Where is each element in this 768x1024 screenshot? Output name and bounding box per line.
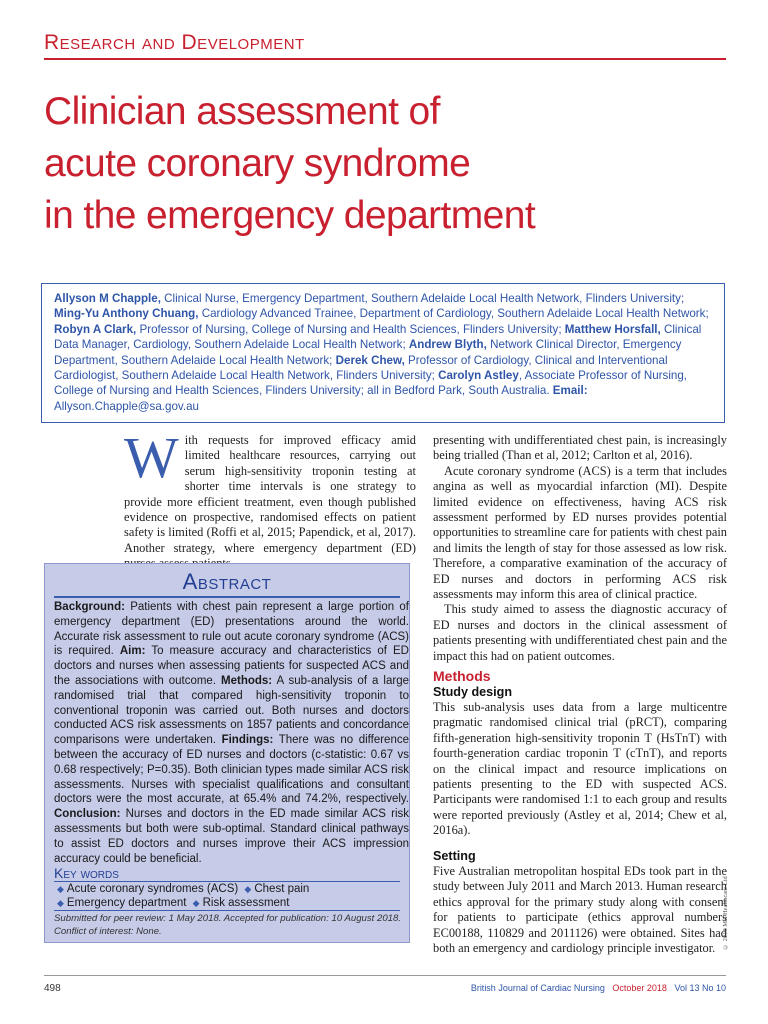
abstract-label: Conclusion: <box>54 808 121 821</box>
right-column-intro <box>433 433 727 664</box>
paragraph: presenting with undifferentiated chest pain, is increasingly being trialled (Than et al, 2012; Carlton et al, 2016). <box>433 433 727 463</box>
methods-heading: Methods <box>433 668 491 684</box>
study-design-heading: Study design <box>433 685 513 699</box>
abstract-text: A sub-analysis of a large randomised trial that compared high-sensitivity troponin to conventional troponin was carried out. Both nurses and doctors conducted ACS risk assessments on 1857 patients and concordance comparisons were undertaken. <box>54 674 409 747</box>
author-role: Network Clinical Director, Emergency Department, Southern Adelaide Local Health Network; <box>54 338 682 367</box>
article-title <box>44 86 734 242</box>
bullet-icon: ◆ <box>57 898 64 908</box>
abstract-body <box>54 600 409 866</box>
keywords-row <box>54 882 410 897</box>
setting-section <box>433 864 727 956</box>
copyright-notice: © 2018 MA Healthcare Ltd <box>722 876 729 950</box>
journal-name: British Journal of Cardiac Nursing <box>470 983 605 993</box>
author-name: Matthew Horsfall, <box>564 322 661 336</box>
title-line: in the emergency department <box>44 194 536 237</box>
abstract-label: Findings: <box>221 734 274 747</box>
email-label: Email: <box>552 384 588 398</box>
journal-info <box>430 983 726 993</box>
author-name: Derek Chew, <box>335 353 405 367</box>
author-role: Clinical Data Manager, Cardiology, Southern Adelaide Local Health Network; <box>54 322 702 352</box>
bullet-icon: ◆ <box>244 884 252 894</box>
abstract-text: To measure accuracy and characteristics of ED doctors and nurses when assessing patients for suspected ACS and the associations with outcome. <box>54 645 409 687</box>
paragraph: This sub-analysis uses data from a large multicentre pragmatic randomised clinical trial (pRCT), comparing fifth-generation high-sensitivity troponin T (HsTnT) with fourth-generation cardiac troponin T (cTnT), and reports on the clinical impact and resource implications on patients presenting to the ED with suspected ACS. Participants were randomised 1:1 to each group and results were reported previously (Astley et al, 2014; Chew et al, 2016a). <box>433 700 727 838</box>
abstract-text: Patients with chest pain represent a large portion of emergency department (ED) presentations around the world. Accurate risk assessment to rule out acute coronary syndrome (ACS) is required. <box>54 601 409 658</box>
author-name: Carolyn Astley <box>438 369 519 383</box>
bullet-icon: ◆ <box>57 884 64 894</box>
issue-date: October 2018 <box>612 983 667 993</box>
paragraph: Acute coronary syndrome (ACS) is a term that includes angina as well as myocardial infarction (MI). Despite limited evidence on effectiveness, having ACS risk assessment performed by ED nurses provides potential opportunities to streamline care for patients with chest pain and limits the length of stay for those assessed as low risk. Therefore, a comparative examination of the accuracy of ED nurses and doctors in performing ACS risk assessments may inform this area of clinical practice. <box>433 463 727 602</box>
author-affiliations <box>54 291 718 414</box>
submission-info <box>54 912 410 938</box>
keywords-row <box>54 896 410 911</box>
author-name: Allyson M Chapple, <box>54 292 161 305</box>
paragraph: This study aimed to assess the diagnostic accuracy of ED nurses and doctors in the clinical assessment of patients presenting with undifferentiated chest pain and the impact this had on patient outcomes. <box>433 602 727 663</box>
abstract-text: There was no difference between the accuracy of ED nurses and doctors (c-statistic: 0.67 vs 0.68 respectively; P=0.35). Both clinician types made similar ACS risk assessments. Nurses with specialist qualifications and consultant doctors were the most accurate, at 65.4% and 74.2%, respectively. <box>54 734 409 806</box>
header-divider <box>44 58 726 60</box>
footer-divider <box>44 975 726 976</box>
author-name: Ming-Yu Anthony Chuang, <box>54 307 199 321</box>
abstract-label: Methods: <box>221 674 273 687</box>
author-role: Clinical Nurse, Emergency Department, Southern Adelaide Local Health Network, Flinders University; <box>160 292 685 305</box>
keyword: Risk assessment <box>202 897 290 909</box>
keyword: Acute coronary syndromes (ACS) <box>66 883 239 895</box>
setting-heading: Setting <box>433 849 476 863</box>
intro-paragraph <box>124 425 416 572</box>
author-name: Robyn A Clark, <box>54 322 137 336</box>
author-role: Cardiology Advanced Trainee, Department of Cardiology, Southern Adelaide Local Health Network; <box>198 307 709 321</box>
submission-dates: Submitted for peer review: 1 May 2018. Accepted for publication: 10 August 2018. <box>54 913 402 924</box>
keywords-heading: Key words <box>54 865 119 881</box>
title-line: acute coronary syndrome <box>44 142 471 185</box>
keywords-divider <box>54 910 400 911</box>
abstract-heading: Abstract <box>182 569 272 594</box>
author-role: , Associate Professor of Nursing, College of Nursing and Health Sciences, Flinders University; all in Bedford Park, South Australia. <box>54 369 688 398</box>
abstract-text: Nurses and doctors in the ED made similar ACS risk assessments but both were sub-optimal. Standard clinical pathways to assist ED doctors and nurses improve their ACS impression accuracy could be beneficial. <box>54 808 409 865</box>
abstract-divider <box>54 596 400 598</box>
bullet-icon: ◆ <box>192 898 200 908</box>
title-line: Clinician assessment of <box>44 90 440 133</box>
study-design-section <box>433 700 727 839</box>
drop-cap: W <box>124 425 179 490</box>
page-number: 498 <box>44 983 61 994</box>
abstract-label: Background: <box>54 601 125 613</box>
keyword: Emergency department <box>66 897 187 909</box>
email-address[interactable]: Allyson.Chapple@sa.gov.au <box>54 399 199 413</box>
keyword: Chest pain <box>254 883 310 895</box>
author-role: Professor of Nursing, College of Nursing and Health Sciences, Flinders University; <box>136 322 565 336</box>
paragraph: Five Australian metropolitan hospital EDs took part in the study between July 2011 and March 2013. Human research ethics approval for the primary study along with consent for patients to participate (ethics approval numbers EC00188, 110829 and 2011126) were obtained. Sites had both an emergency and cardiology principle investigator. <box>433 864 727 956</box>
section-title: Research and Development <box>44 31 305 54</box>
intro-text: ith requests for improved efficacy amid limited healthcare resources, carrying out serum high-sensitivity troponin testing at shorter time intervals is one strategy to provide more efficient treatment, even though published evidence on prospective, randomised effects on patient safety is limited (Roffi et al, 2015; Papendick, et al, 2017). Another strategy, where emergency department (ED) <box>124 433 416 555</box>
author-role: Professor of Cardiology, Clinical and Interventional Cardiologist, Southern Adelaide Local Health Network, Flinders University; <box>54 353 668 383</box>
abstract-label: Aim: <box>119 645 146 658</box>
conflict-of-interest: Conflict of interest: None. <box>54 926 162 937</box>
author-name: Andrew Blyth, <box>408 338 487 352</box>
volume-number: Vol 13 No 10 <box>674 983 726 993</box>
